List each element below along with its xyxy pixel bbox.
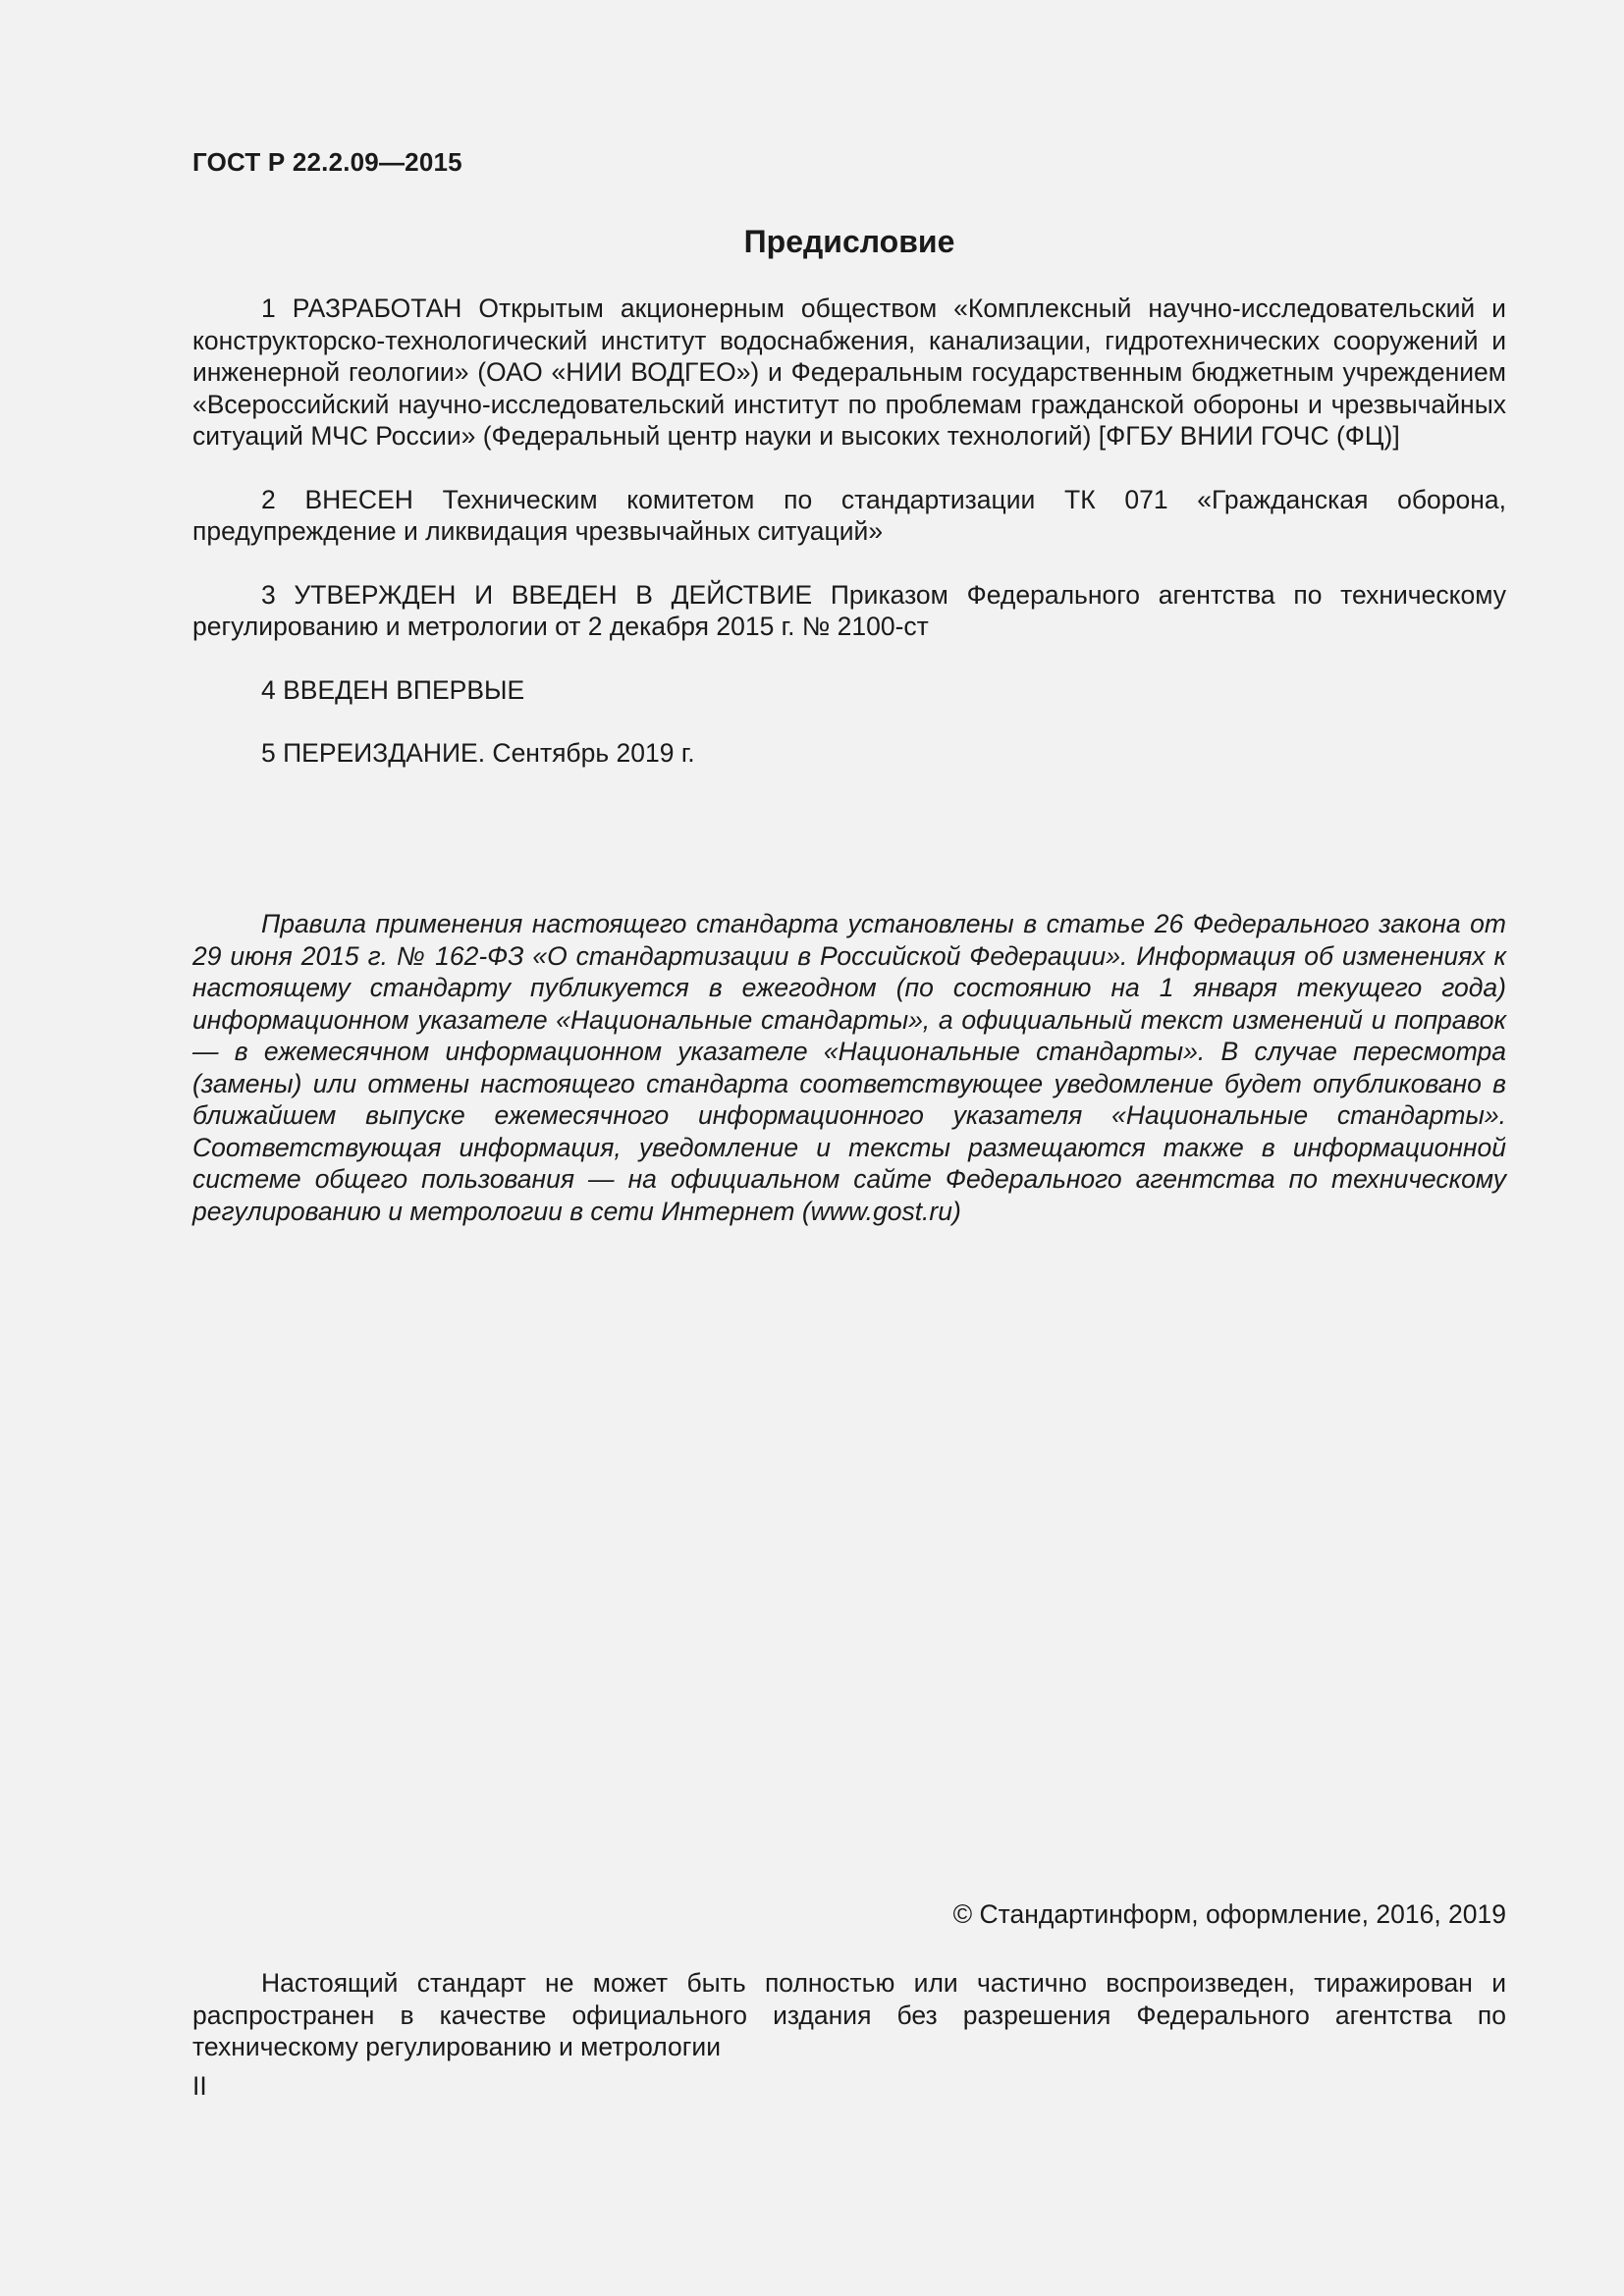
application-rules-block (192, 908, 1506, 1227)
reproduction-notice-paragraph: Настоящий стандарт не может быть полностью или частично воспроизведен, тиражирован и распространен в качестве официального издания без разрешения Федерального агентства по техническому регулированию и метрологии (192, 1968, 1506, 2061)
page-number: II (192, 2071, 207, 2101)
foreword-item-5: 5 ПЕРЕИЗДАНИЕ. Сентябрь 2019 г. (261, 738, 695, 768)
foreword-item-4: 4 ВВЕДЕН ВПЕРВЫЕ (261, 674, 525, 705)
foreword-items (192, 293, 1506, 801)
section-title: Предисловие (743, 224, 955, 259)
reproduction-notice-block (192, 1967, 1506, 2063)
copyright-line: © Стандартинформ, оформление, 2016, 2019 (952, 1899, 1506, 1929)
foreword-item-2: 2 ВНЕСЕН Техническим комитетом по стандартизации ТК 071 «Гражданская оборона, предупреждение и ликвидация чрезвычайных ситуаций» (192, 484, 1506, 546)
foreword-item-1: 1 РАЗРАБОТАН Открытым акционерным обществом «Комплексный научно-исследовательский и конструкторско-технологический институт водоснабжения, канализации, гидротехнических сооружений и инженерной геологии» (ОАО «НИИ ВОДГЕО») и Федеральным государственным бюджетным учреждением «Всероссийский научно-исследовательский институт по проблемам гражданской обороны и чрезвычайных ситуаций МЧС России» (Федеральный центр науки и высоких технологий) [ФГБУ ВНИИ ГОЧС (ФЦ)] (192, 294, 1506, 451)
document-code-header: ГОСТ Р 22.2.09—2015 (192, 147, 462, 177)
application-rules-paragraph: Правила применения настоящего стандарта установлены в статье 26 Федерального закона от 29 июня 2015 г. № 162-ФЗ «О стандартизации в Российской Федерации». Информация об изменениях к настоящему стандарту публикуется в ежегодном (по состоянию на 1 января текущего года) информационном указателе «Национальные стандарты», а официальный текст изменений и поправок — в ежемесячном информационном указателе «Национальные стандарты». В случае пересмотра (замены) или отмены настоящего стандарта соответствующее уведомление будет опубликовано в ближайшем выпуске ежемесячного информационного указателя «Национальные стандарты». Соответствующая информация, уведомление и тексты размещаются также в информационной системе общего пользования — на официальном сайте Федерального агентства по техническому регулированию и метрологии в сети Интернет (www.gost.ru) (192, 909, 1506, 1226)
foreword-item-3: 3 УТВЕРЖДЕН И ВВЕДЕН В ДЕЙСТВИЕ Приказом Федерального агентства по техническому регулированию и метрологии от 2 декабря 2015 г. № 2100-ст (192, 579, 1506, 641)
